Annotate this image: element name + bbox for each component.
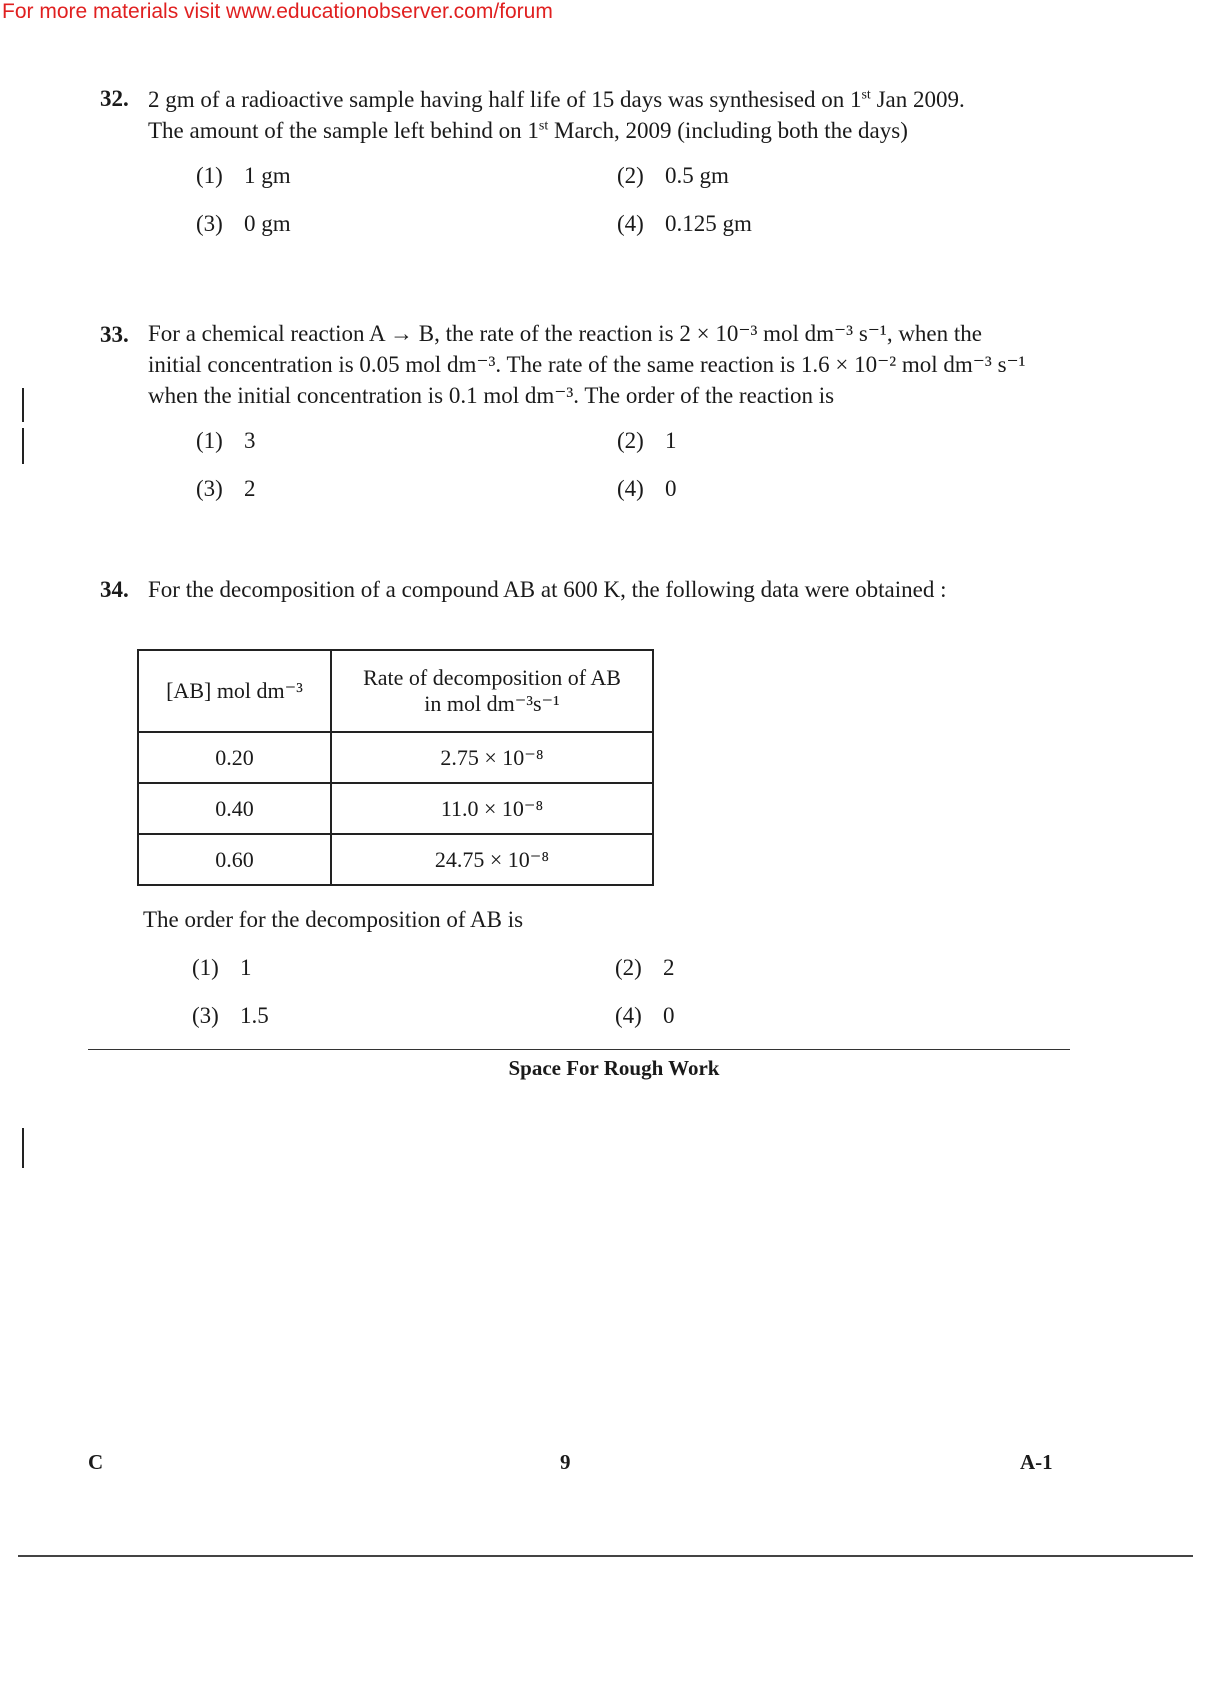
option-number: (4) <box>617 211 644 236</box>
table-cell-rate: 2.75 × 10⁻⁸ <box>331 732 653 783</box>
table-cell-rate: 24.75 × 10⁻⁸ <box>331 834 653 885</box>
rough-work-divider <box>88 1049 1070 1050</box>
decomposition-data-table <box>137 649 654 886</box>
q32-line2 <box>148 115 965 146</box>
q32-option-1[interactable] <box>196 163 291 189</box>
q33-line3: when the initial concentration is 0.1 mol dm⁻³. The order of the reaction is <box>148 383 835 408</box>
option-text: 1.5 <box>240 1003 269 1028</box>
option-number: (4) <box>615 1003 642 1028</box>
rate-header-line1: Rate of decomposition of AB <box>363 665 621 690</box>
option-number: (3) <box>196 476 223 501</box>
option-text: 0.125 gm <box>665 211 752 236</box>
option-number: (4) <box>617 476 644 501</box>
option-number: (3) <box>196 211 223 236</box>
option-number: (1) <box>196 163 223 188</box>
q32-line1-sup: st <box>861 87 871 103</box>
scan-edge-line <box>18 1555 1193 1557</box>
scan-mark <box>22 1128 24 1168</box>
option-text: 2 <box>663 955 675 980</box>
option-text: 1 gm <box>244 163 291 188</box>
rough-work-heading: Space For Rough Work <box>508 1056 720 1080</box>
q34-question: The order for the decomposition of AB is <box>143 907 524 932</box>
option-text: 0 <box>665 476 677 501</box>
option-number: (2) <box>617 428 644 453</box>
q32-option-3[interactable] <box>196 211 291 237</box>
option-number: (2) <box>617 163 644 188</box>
q33-option-3[interactable] <box>196 476 256 502</box>
q34-option-3[interactable] <box>192 1003 269 1029</box>
q32-option-4[interactable] <box>617 211 752 237</box>
q32-line2-sup: st <box>538 118 549 134</box>
q32-text <box>148 84 965 146</box>
q33-line2: initial concentration is 0.05 mol dm⁻³. The rate of the same reaction is 1.6 × 10⁻² mol dm⁻³ s⁻¹ <box>148 352 1026 377</box>
q33-option-1[interactable] <box>196 428 256 454</box>
scan-mark <box>22 388 24 422</box>
option-text: 3 <box>244 428 256 453</box>
q33-option-4[interactable] <box>617 476 677 502</box>
footer-right: A-1 <box>1020 1450 1053 1474</box>
q32-line2-b: March, 2009 (including both the days) <box>548 118 908 143</box>
q33-number: 33. <box>100 322 129 347</box>
option-number: (3) <box>192 1003 219 1028</box>
table-cell-concentration: 0.40 <box>138 783 331 834</box>
option-number: (1) <box>192 955 219 980</box>
option-text: 0 gm <box>244 211 291 236</box>
q32-line2-a: The amount of the sample left behind on 1 <box>148 118 539 143</box>
table-row <box>138 783 653 834</box>
q32-line1-b: Jan 2009. <box>870 87 965 112</box>
q32-option-2[interactable] <box>617 163 729 189</box>
q34-option-4[interactable] <box>615 1003 675 1029</box>
option-text: 1 <box>665 428 677 453</box>
q33-text <box>148 318 1026 411</box>
footer-left: C <box>88 1450 104 1474</box>
option-text: 0 <box>663 1003 675 1028</box>
source-banner: For more materials visit www.educationobserver.com/forum <box>2 0 553 23</box>
table-header-row <box>138 650 653 732</box>
scan-mark <box>22 428 24 464</box>
option-text: 1 <box>240 955 252 980</box>
q34-number: 34. <box>100 577 129 602</box>
option-text: 2 <box>244 476 256 501</box>
table-cell-concentration: 0.60 <box>138 834 331 885</box>
q34-line1: For the decomposition of a compound AB at 600 K, the following data were obtained : <box>148 577 947 602</box>
q34-option-1[interactable] <box>192 955 252 981</box>
table-cell-concentration: 0.20 <box>138 732 331 783</box>
option-text: 0.5 gm <box>665 163 729 188</box>
rate-header-line2: in mol dm⁻³s⁻¹ <box>424 691 560 716</box>
q32-number: 32. <box>100 86 129 111</box>
table-header-rate <box>331 650 653 732</box>
q34-option-2[interactable] <box>615 955 675 981</box>
q33-line1: For a chemical reaction A → B, the rate of the reaction is 2 × 10⁻³ mol dm⁻³ s⁻¹, when the <box>148 321 982 346</box>
table-cell-rate: 11.0 × 10⁻⁸ <box>331 783 653 834</box>
table-header-concentration: [AB] mol dm⁻³ <box>138 650 331 732</box>
table-row <box>138 834 653 885</box>
option-number: (2) <box>615 955 642 980</box>
q32-line1-a: 2 gm of a radioactive sample having half life of 15 days was synthesised on 1 <box>148 87 862 112</box>
q32-line1 <box>148 84 965 115</box>
page-number: 9 <box>560 1450 571 1474</box>
option-number: (1) <box>196 428 223 453</box>
table-row <box>138 732 653 783</box>
q33-option-2[interactable] <box>617 428 677 454</box>
